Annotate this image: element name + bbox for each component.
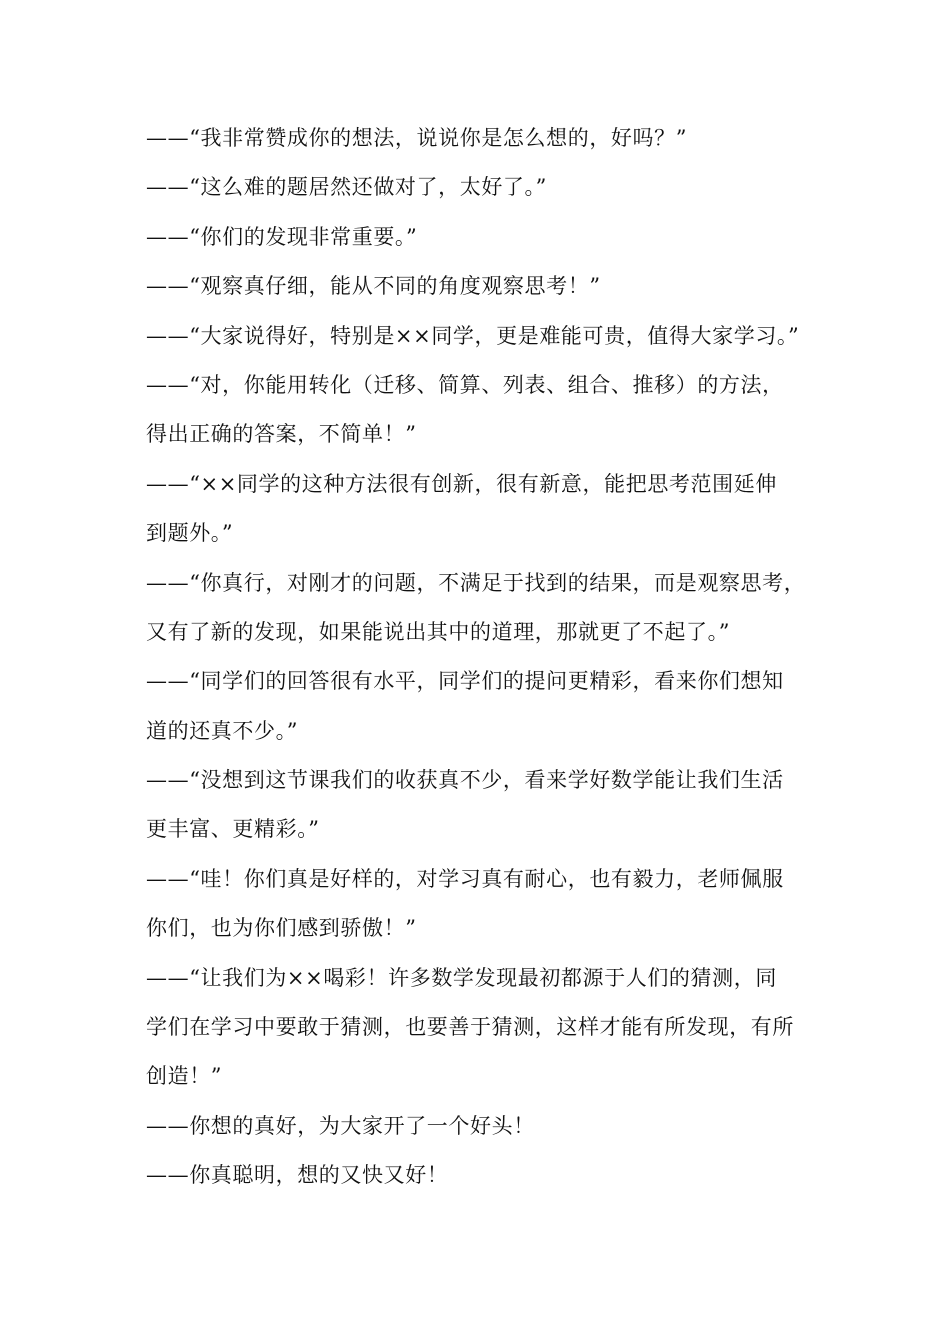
- text-line: 道的还真不少。”: [146, 718, 299, 743]
- text-line: 创造！”: [146, 1064, 223, 1089]
- text-line: ——“让我们为××喝彩！许多数学发现最初都源于人们的猜测，同: [146, 965, 777, 990]
- text-line: ——“你真行，对刚才的问题，不满足于找到的结果，而是观察思考，: [146, 570, 806, 595]
- text-line: ——“××同学的这种方法很有创新，很有新意，能把思考范围延伸: [146, 471, 777, 496]
- text-line: ——“对，你能用转化（迁移、简算、列表、组合、推移）的方法，: [146, 372, 784, 397]
- text-line: ——你真聪明，想的又快又好！: [146, 1163, 449, 1188]
- text-line: ——“你们的发现非常重要。”: [146, 224, 418, 249]
- text-line: ——“同学们的回答很有水平，同学们的提问更精彩，看来你们想知: [146, 669, 784, 694]
- text-line: 更丰富、更精彩。”: [146, 817, 320, 842]
- text-line: 又有了新的发现，如果能说出其中的道理，那就更了不起了。”: [146, 619, 731, 644]
- text-line: 得出正确的答案，不简单！”: [146, 422, 417, 447]
- text-line: ——“我非常赞成你的想法，说说你是怎么想的，好吗？”: [146, 126, 688, 150]
- text-line: ——“观察真仔细，能从不同的角度观察思考！”: [146, 274, 601, 299]
- text-line: 你们，也为你们感到骄傲！”: [146, 916, 417, 941]
- text-line: ——“哇！你们真是好样的，对学习真有耐心，也有毅力，老师佩服: [146, 866, 784, 891]
- text-line: ——“大家说得好，特别是××同学，更是难能可贵，值得大家学习。”: [146, 323, 800, 348]
- document-body: [146, 114, 810, 1201]
- text-line: ——“没想到这节课我们的收获真不少，看来学好数学能让我们生活: [146, 768, 784, 793]
- text-line: ——“这么难的题居然还做对了，太好了。”: [146, 175, 547, 200]
- text-line: 到题外。”: [146, 521, 234, 546]
- text-line: ——你想的真好，为大家开了一个好头！: [146, 1113, 535, 1138]
- text-line: 学们在学习中要敢于猜测，也要善于猜测，这样才能有所发现，有所: [146, 1015, 794, 1040]
